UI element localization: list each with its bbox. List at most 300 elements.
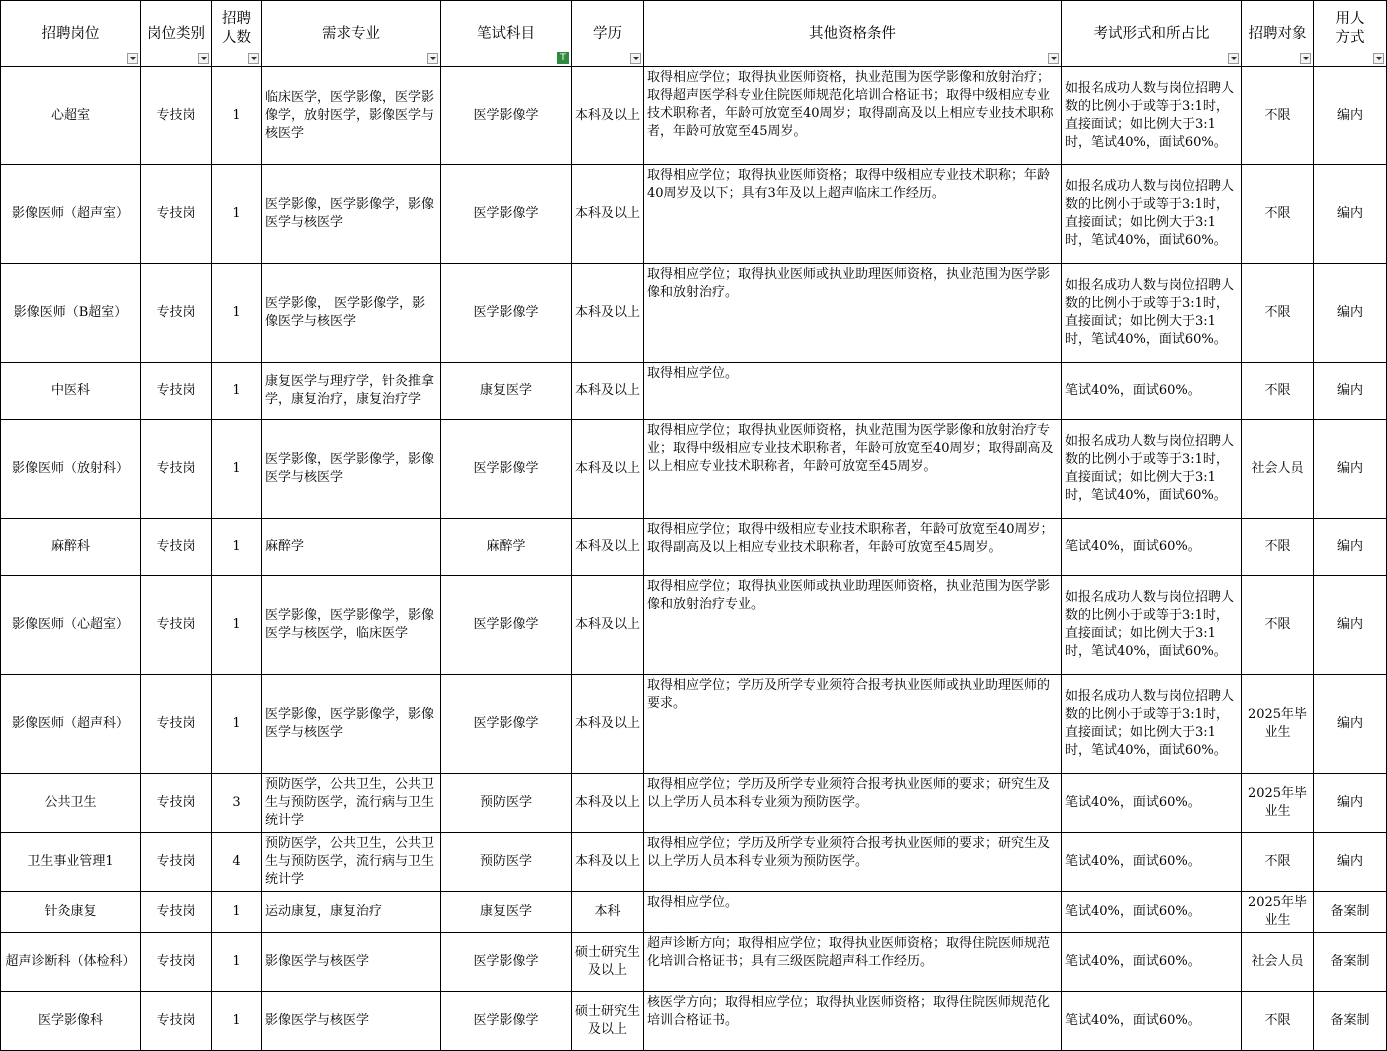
cell-subject[interactable] xyxy=(441,519,572,576)
filter-icon[interactable]: T xyxy=(557,52,569,64)
cell-exam[interactable] xyxy=(1062,67,1242,165)
cell-mode[interactable] xyxy=(1314,576,1387,675)
cell-conditions-text: 取得相应学位；取得执业医师资格；取得中级相应专业技术职称；年龄40周岁及以下；具有3年及以上超声临床工作经历。 xyxy=(647,168,1051,201)
cell-target-text: 不限 xyxy=(1264,383,1291,398)
table-row xyxy=(1,933,1387,992)
cell-subject-text: 麻醉学 xyxy=(486,539,526,554)
cell-conditions-text: 取得相应学位；取得中级相应专业技术职称者，年龄可放宽至40周岁；取得副高及以上相应专业技术职称者，年龄可放宽至45周岁。 xyxy=(647,522,1054,555)
cell-major[interactable] xyxy=(262,675,441,774)
cell-edu[interactable] xyxy=(572,264,644,363)
cell-count[interactable] xyxy=(212,165,262,264)
cell-target-text: 不限 xyxy=(1264,206,1291,221)
header-row xyxy=(1,1,1387,67)
cell-exam[interactable] xyxy=(1062,576,1242,675)
cell-mode-text: 备案制 xyxy=(1330,904,1370,919)
cell-mode[interactable] xyxy=(1314,892,1387,933)
cell-category[interactable] xyxy=(141,892,212,933)
cell-edu-text: 本科 xyxy=(594,904,621,919)
cell-post[interactable] xyxy=(1,992,141,1051)
cell-post[interactable] xyxy=(1,67,141,165)
table-row xyxy=(1,576,1387,675)
cell-subject-text: 医学影像学 xyxy=(473,305,539,320)
cell-category-text: 专技岗 xyxy=(156,904,196,919)
cell-edu-text: 本科及以上 xyxy=(575,461,641,476)
cell-target[interactable] xyxy=(1242,576,1314,675)
cell-post[interactable] xyxy=(1,576,141,675)
cell-edu-text: 本科及以上 xyxy=(575,617,641,632)
cell-major[interactable] xyxy=(262,992,441,1051)
cell-mode-text: 编内 xyxy=(1336,716,1363,731)
cell-major[interactable] xyxy=(262,892,441,933)
cell-exam[interactable] xyxy=(1062,892,1242,933)
dropdown-arrow-icon[interactable] xyxy=(248,53,259,64)
cell-subject[interactable] xyxy=(441,165,572,264)
cell-category[interactable] xyxy=(141,833,212,892)
cell-edu[interactable] xyxy=(572,67,644,165)
cell-count-text: 1 xyxy=(232,383,241,398)
dropdown-arrow-icon[interactable] xyxy=(127,53,138,64)
dropdown-arrow-icon[interactable] xyxy=(1300,53,1311,64)
cell-target[interactable] xyxy=(1242,420,1314,519)
cell-exam[interactable] xyxy=(1062,774,1242,833)
cell-edu-text: 本科及以上 xyxy=(575,854,641,869)
cell-subject-text: 医学影像学 xyxy=(473,716,539,731)
cell-category[interactable] xyxy=(141,992,212,1051)
cell-edu[interactable] xyxy=(572,576,644,675)
cell-major-text: 运动康复，康复治疗 xyxy=(265,904,383,919)
cell-subject[interactable] xyxy=(441,675,572,774)
cell-category-text: 专技岗 xyxy=(156,305,196,320)
cell-post-text: 影像医师（心超室） xyxy=(11,617,129,632)
cell-major[interactable] xyxy=(262,774,441,833)
cell-target[interactable] xyxy=(1242,833,1314,892)
cell-post-text: 针灸康复 xyxy=(44,904,97,919)
cell-count-text: 3 xyxy=(232,795,241,810)
cell-conditions-text: 取得相应学位；取得执业医师资格，执业范围为医学影像和放射治疗；取得超声医学科专业住院医师规范化培训合格证书；取得中级相应专业技术职称者，年龄可放宽至40周岁；取得副高及以上相应专业技术职称者，年龄可放宽至45周岁。 xyxy=(647,70,1054,139)
cell-category-text: 专技岗 xyxy=(156,539,196,554)
cell-mode[interactable] xyxy=(1314,992,1387,1051)
cell-post-text: 影像医师（超声室） xyxy=(11,206,129,221)
cell-count-text: 1 xyxy=(232,716,241,731)
cell-major-text: 麻醉学 xyxy=(265,539,305,554)
table-row xyxy=(1,420,1387,519)
cell-count-text: 1 xyxy=(232,305,241,320)
cell-post[interactable] xyxy=(1,363,141,420)
cell-conditions-text: 取得相应学位；学历及所学专业须符合报考执业医师的要求；研究生及以上学历人员本科专业须为预防医学。 xyxy=(647,777,1051,810)
cell-conditions-text: 取得相应学位；学历及所学专业须符合报考执业医师的要求；研究生及以上学历人员本科专业须为预防医学。 xyxy=(647,836,1051,869)
cell-conditions-text: 取得相应学位；取得执业医师或执业助理医师资格，执业范围为医学影像和放射治疗。 xyxy=(647,267,1051,300)
cell-conditions[interactable] xyxy=(644,420,1062,519)
cell-post[interactable] xyxy=(1,892,141,933)
cell-mode[interactable] xyxy=(1314,833,1387,892)
cell-edu-text: 本科及以上 xyxy=(575,539,641,554)
cell-category[interactable] xyxy=(141,933,212,992)
cell-subject[interactable] xyxy=(441,264,572,363)
cell-edu-text: 本科及以上 xyxy=(575,206,641,221)
cell-category-text: 专技岗 xyxy=(156,795,196,810)
cell-subject-text: 医学影像学 xyxy=(473,206,539,221)
cell-edu[interactable] xyxy=(572,420,644,519)
header-mode xyxy=(1314,1,1387,67)
cell-major[interactable] xyxy=(262,833,441,892)
cell-mode-text: 编内 xyxy=(1336,461,1363,476)
cell-exam[interactable] xyxy=(1062,519,1242,576)
cell-post-text: 影像医师（超声科） xyxy=(11,716,129,731)
cell-target[interactable] xyxy=(1242,363,1314,420)
cell-count[interactable] xyxy=(212,67,262,165)
cell-subject-text: 医学影像学 xyxy=(473,461,539,476)
header-conditions xyxy=(644,1,1062,67)
cell-exam-text: 笔试40%，面试60%。 xyxy=(1065,383,1201,398)
cell-major[interactable] xyxy=(262,363,441,420)
cell-major-text: 医学影像，医学影像学，影像医学与核医学 xyxy=(265,452,435,485)
cell-mode-text: 编内 xyxy=(1336,854,1363,869)
cell-conditions[interactable] xyxy=(644,67,1062,165)
cell-mode-text: 编内 xyxy=(1336,617,1363,632)
cell-exam-text: 笔试40%，面试60%。 xyxy=(1065,954,1201,969)
cell-conditions[interactable] xyxy=(644,576,1062,675)
cell-exam-text: 笔试40%，面试60%。 xyxy=(1065,539,1201,554)
cell-conditions-text: 超声诊断方向；取得相应学位；取得执业医师资格；取得住院医师规范化培训合格证书；具有三级医院超声科工作经历。 xyxy=(647,936,1051,969)
cell-count-text: 1 xyxy=(232,1013,241,1028)
cell-mode[interactable] xyxy=(1314,774,1387,833)
cell-conditions[interactable] xyxy=(644,992,1062,1051)
cell-conditions[interactable] xyxy=(644,933,1062,992)
cell-count-text: 1 xyxy=(232,954,241,969)
cell-category-text: 专技岗 xyxy=(156,954,196,969)
cell-subject-text: 医学影像学 xyxy=(473,617,539,632)
header-label: 需求专业 xyxy=(322,25,380,42)
cell-post[interactable] xyxy=(1,833,141,892)
cell-count-text: 1 xyxy=(232,617,241,632)
cell-edu-text: 本科及以上 xyxy=(575,383,641,398)
cell-post[interactable] xyxy=(1,165,141,264)
dropdown-arrow-icon[interactable] xyxy=(198,53,209,64)
cell-post[interactable] xyxy=(1,774,141,833)
cell-major[interactable] xyxy=(262,67,441,165)
cell-edu[interactable] xyxy=(572,892,644,933)
cell-mode-text: 备案制 xyxy=(1330,954,1370,969)
cell-count[interactable] xyxy=(212,264,262,363)
cell-category-text: 专技岗 xyxy=(156,383,196,398)
cell-post-text: 麻醉科 xyxy=(50,539,90,554)
cell-target-text: 不限 xyxy=(1264,617,1291,632)
cell-category[interactable] xyxy=(141,576,212,675)
cell-exam-text: 如报名成功人数与岗位招聘人数的比例小于或等于3:1时，直接面试；如比例大于3:1时，笔试40%，面试60%。 xyxy=(1065,434,1235,503)
cell-major[interactable] xyxy=(262,519,441,576)
cell-mode[interactable] xyxy=(1314,519,1387,576)
cell-subject[interactable] xyxy=(441,576,572,675)
cell-edu-text: 硕士研究生及以上 xyxy=(575,1004,641,1037)
header-post xyxy=(1,1,141,67)
cell-exam[interactable] xyxy=(1062,420,1242,519)
cell-target-text: 2025年毕业生 xyxy=(1247,707,1308,740)
cell-post[interactable] xyxy=(1,420,141,519)
cell-exam-text: 如报名成功人数与岗位招聘人数的比例小于或等于3:1时，直接面试；如比例大于3:1时，笔试40%，面试60%。 xyxy=(1065,80,1235,150)
cell-conditions[interactable] xyxy=(644,774,1062,833)
cell-major[interactable] xyxy=(262,264,441,363)
cell-category[interactable] xyxy=(141,774,212,833)
cell-edu-text: 本科及以上 xyxy=(575,107,641,123)
cell-post-text: 影像医师（放射科） xyxy=(11,461,129,476)
cell-edu-text: 本科及以上 xyxy=(575,305,641,320)
header-label: 笔试科目 xyxy=(477,25,535,42)
cell-target[interactable] xyxy=(1242,519,1314,576)
cell-subject-text: 康复医学 xyxy=(479,383,532,398)
cell-post[interactable] xyxy=(1,933,141,992)
cell-conditions[interactable] xyxy=(644,363,1062,420)
cell-mode-text: 备案制 xyxy=(1330,1013,1370,1028)
cell-major-text: 预防医学，公共卫生，公共卫生与预防医学，流行病与卫生统计学 xyxy=(265,777,435,828)
cell-exam-text: 如报名成功人数与岗位招聘人数的比例小于或等于3:1时，直接面试；如比例大于3:1时，笔试40%，面试60%。 xyxy=(1065,179,1235,248)
cell-edu[interactable] xyxy=(572,675,644,774)
header-label: 学历 xyxy=(593,25,622,42)
cell-target[interactable] xyxy=(1242,264,1314,363)
cell-exam-text: 笔试40%，面试60%。 xyxy=(1065,904,1201,919)
header-label: 其他资格条件 xyxy=(809,25,896,42)
cell-exam-text: 如报名成功人数与岗位招聘人数的比例小于或等于3:1时，直接面试；如比例大于3:1时，笔试40%，面试60%。 xyxy=(1065,689,1235,758)
cell-target[interactable] xyxy=(1242,67,1314,165)
cell-post[interactable] xyxy=(1,519,141,576)
cell-major-text: 预防医学，公共卫生，公共卫生与预防医学，流行病与卫生统计学 xyxy=(265,836,435,887)
cell-exam-text: 如报名成功人数与岗位招聘人数的比例小于或等于3:1时，直接面试；如比例大于3:1时，笔试40%，面试60%。 xyxy=(1065,590,1235,659)
header-major xyxy=(262,1,441,67)
header-category xyxy=(141,1,212,67)
cell-conditions-text: 取得相应学位。 xyxy=(647,366,739,381)
table-row xyxy=(1,519,1387,576)
cell-count[interactable] xyxy=(212,363,262,420)
table-row xyxy=(1,774,1387,833)
cell-conditions-text: 取得相应学位；取得执业医师资格，执业范围为医学影像和放射治疗专业；取得中级相应专业技术职称者，年龄可放宽至40周岁；取得副高及以上相应专业技术职称者，年龄可放宽至45周岁。 xyxy=(647,423,1054,474)
table-row xyxy=(1,363,1387,420)
cell-subject-text: 医学影像学 xyxy=(473,954,539,969)
cell-major-text: 影像医学与核医学 xyxy=(265,954,370,969)
cell-edu[interactable] xyxy=(572,165,644,264)
cell-exam[interactable] xyxy=(1062,992,1242,1051)
cell-post-text: 医学影像科 xyxy=(37,1013,103,1028)
cell-target[interactable] xyxy=(1242,165,1314,264)
cell-category[interactable] xyxy=(141,264,212,363)
cell-subject[interactable] xyxy=(441,892,572,933)
cell-conditions-text: 取得相应学位。 xyxy=(647,895,739,910)
cell-edu[interactable] xyxy=(572,992,644,1051)
cell-target[interactable] xyxy=(1242,892,1314,933)
cell-exam[interactable] xyxy=(1062,165,1242,264)
cell-major[interactable] xyxy=(262,165,441,264)
cell-major-text: 医学影像，医学影像学，影像医学与核医学 xyxy=(265,197,435,230)
cell-conditions[interactable] xyxy=(644,833,1062,892)
cell-subject-text: 医学影像学 xyxy=(473,107,539,123)
cell-target-text: 不限 xyxy=(1264,107,1291,123)
cell-count[interactable] xyxy=(212,933,262,992)
cell-conditions[interactable] xyxy=(644,264,1062,363)
cell-exam[interactable] xyxy=(1062,933,1242,992)
cell-exam[interactable] xyxy=(1062,833,1242,892)
dropdown-arrow-icon[interactable] xyxy=(630,53,641,64)
cell-mode[interactable] xyxy=(1314,264,1387,363)
table-row xyxy=(1,992,1387,1051)
cell-exam[interactable] xyxy=(1062,264,1242,363)
cell-exam-text: 笔试40%，面试60%。 xyxy=(1065,854,1201,869)
cell-mode-text: 编内 xyxy=(1336,305,1363,320)
cell-mode[interactable] xyxy=(1314,363,1387,420)
cell-subject[interactable] xyxy=(441,420,572,519)
cell-category[interactable] xyxy=(141,165,212,264)
cell-target-text: 不限 xyxy=(1264,305,1291,320)
cell-category-text: 专技岗 xyxy=(156,206,196,221)
cell-edu[interactable] xyxy=(572,774,644,833)
cell-mode[interactable] xyxy=(1314,675,1387,774)
cell-subject[interactable] xyxy=(441,363,572,420)
table-row xyxy=(1,892,1387,933)
cell-target-text: 不限 xyxy=(1264,854,1291,869)
cell-target-text: 不限 xyxy=(1264,1013,1291,1028)
header-edu xyxy=(572,1,644,67)
cell-mode-text: 编内 xyxy=(1336,795,1363,810)
cell-count-text: 1 xyxy=(232,461,241,476)
cell-count[interactable] xyxy=(212,675,262,774)
table-row xyxy=(1,165,1387,264)
cell-major[interactable] xyxy=(262,933,441,992)
cell-subject-text: 预防医学 xyxy=(479,795,532,810)
header-label: 招聘人数 xyxy=(222,10,251,46)
cell-subject-text: 医学影像学 xyxy=(473,1013,539,1028)
cell-subject-text: 预防医学 xyxy=(479,854,532,869)
cell-post-text: 超声诊断科（体检科） xyxy=(5,954,136,969)
cell-count[interactable] xyxy=(212,992,262,1051)
cell-category-text: 专技岗 xyxy=(156,1013,196,1028)
cell-category-text: 专技岗 xyxy=(156,854,196,869)
cell-category[interactable] xyxy=(141,675,212,774)
table-row xyxy=(1,67,1387,165)
cell-category[interactable] xyxy=(141,67,212,165)
cell-count-text: 1 xyxy=(232,539,241,554)
cell-edu[interactable] xyxy=(572,833,644,892)
cell-conditions[interactable] xyxy=(644,675,1062,774)
cell-category[interactable] xyxy=(141,420,212,519)
cell-conditions-text: 核医学方向；取得相应学位；取得执业医师资格；取得住院医师规范化培训合格证书。 xyxy=(647,995,1051,1028)
cell-count[interactable] xyxy=(212,892,262,933)
cell-mode[interactable] xyxy=(1314,933,1387,992)
cell-edu-text: 硕士研究生及以上 xyxy=(575,945,641,978)
cell-major-text: 康复医学与理疗学，针灸推拿学，康复治疗，康复治疗学 xyxy=(265,374,435,407)
cell-count[interactable] xyxy=(212,576,262,675)
cell-target[interactable] xyxy=(1242,992,1314,1051)
cell-target[interactable] xyxy=(1242,774,1314,833)
header-label: 用人方式 xyxy=(1335,10,1365,46)
cell-category[interactable] xyxy=(141,363,212,420)
cell-major-text: 影像医学与核医学 xyxy=(265,1013,370,1028)
cell-count[interactable] xyxy=(212,519,262,576)
cell-conditions[interactable] xyxy=(644,165,1062,264)
cell-category-text: 专技岗 xyxy=(156,716,196,731)
cell-subject[interactable] xyxy=(441,992,572,1051)
header-subject xyxy=(441,1,572,67)
cell-major-text: 医学影像，医学影像学，影像医学与核医学 xyxy=(265,707,435,740)
cell-target[interactable] xyxy=(1242,933,1314,992)
cell-mode-text: 编内 xyxy=(1336,107,1363,123)
cell-post-text: 影像医师（B超室） xyxy=(13,305,128,320)
cell-count-text: 1 xyxy=(232,904,241,919)
cell-major-text: 医学影像，医学影像学，影像医学与核医学，临床医学 xyxy=(265,608,435,641)
cell-count-text: 1 xyxy=(232,206,241,221)
cell-major[interactable] xyxy=(262,576,441,675)
cell-exam[interactable] xyxy=(1062,363,1242,420)
cell-count[interactable] xyxy=(212,774,262,833)
cell-post[interactable] xyxy=(1,675,141,774)
cell-mode[interactable] xyxy=(1314,420,1387,519)
cell-mode-text: 编内 xyxy=(1336,383,1363,398)
cell-post-text: 公共卫生 xyxy=(44,795,97,810)
table-row xyxy=(1,264,1387,363)
cell-count[interactable] xyxy=(212,420,262,519)
cell-major-text: 临床医学，医学影像，医学影像学，放射医学，影像医学与核医学 xyxy=(265,89,435,141)
cell-target-text: 2025年毕业生 xyxy=(1247,895,1308,928)
cell-target-text: 不限 xyxy=(1264,539,1291,554)
cell-conditions-text: 取得相应学位；学历及所学专业须符合报考执业医师或执业助理医师的要求。 xyxy=(647,678,1051,711)
dropdown-arrow-icon[interactable] xyxy=(427,53,438,64)
header-exam xyxy=(1062,1,1242,67)
cell-exam-text: 如报名成功人数与岗位招聘人数的比例小于或等于3:1时，直接面试；如比例大于3:1时，笔试40%，面试60%。 xyxy=(1065,278,1235,347)
cell-edu[interactable] xyxy=(572,363,644,420)
cell-subject[interactable] xyxy=(441,933,572,992)
cell-exam-text: 笔试40%，面试60%。 xyxy=(1065,1013,1201,1028)
cell-count[interactable] xyxy=(212,833,262,892)
cell-post-text: 中医科 xyxy=(50,383,90,398)
cell-conditions[interactable] xyxy=(644,892,1062,933)
cell-mode-text: 编内 xyxy=(1336,206,1363,221)
cell-target[interactable] xyxy=(1242,675,1314,774)
cell-count-text: 4 xyxy=(232,854,241,869)
cell-conditions-text: 取得相应学位；取得执业医师或执业助理医师资格，执业范围为医学影像和放射治疗专业。 xyxy=(647,579,1051,612)
cell-edu-text: 本科及以上 xyxy=(575,716,641,731)
cell-subject[interactable] xyxy=(441,67,572,165)
cell-category-text: 专技岗 xyxy=(156,107,196,123)
cell-edu[interactable] xyxy=(572,519,644,576)
header-label: 招聘岗位 xyxy=(41,25,100,42)
cell-edu-text: 本科及以上 xyxy=(575,795,641,810)
cell-category[interactable] xyxy=(141,519,212,576)
cell-conditions[interactable] xyxy=(644,519,1062,576)
header-count xyxy=(212,1,262,67)
cell-major[interactable] xyxy=(262,420,441,519)
cell-post[interactable] xyxy=(1,264,141,363)
cell-edu[interactable] xyxy=(572,933,644,992)
cell-exam[interactable] xyxy=(1062,675,1242,774)
cell-subject[interactable] xyxy=(441,774,572,833)
cell-mode-text: 编内 xyxy=(1336,539,1363,554)
cell-subject[interactable] xyxy=(441,833,572,892)
header-target xyxy=(1242,1,1314,67)
dropdown-arrow-icon[interactable] xyxy=(1048,53,1059,64)
dropdown-arrow-icon[interactable] xyxy=(1228,53,1239,64)
cell-major-text: 医学影像， 医学影像学，影像医学与核医学 xyxy=(265,296,426,329)
cell-post-text: 心超室 xyxy=(50,107,90,123)
cell-mode[interactable] xyxy=(1314,165,1387,264)
cell-mode[interactable] xyxy=(1314,67,1387,165)
cell-count-text: 1 xyxy=(232,107,241,123)
cell-target-text: 社会人员 xyxy=(1251,461,1304,476)
dropdown-arrow-icon[interactable] xyxy=(1373,53,1384,64)
cell-target-text: 2025年毕业生 xyxy=(1247,786,1308,819)
cell-post-text: 卫生事业管理1 xyxy=(27,854,114,869)
table-row xyxy=(1,833,1387,892)
header-label: 考试形式和所占比 xyxy=(1093,25,1210,42)
cell-exam-text: 笔试40%，面试60%。 xyxy=(1065,795,1201,810)
cell-target-text: 社会人员 xyxy=(1251,954,1304,969)
header-label: 招聘对象 xyxy=(1248,25,1307,42)
cell-subject-text: 康复医学 xyxy=(479,904,532,919)
